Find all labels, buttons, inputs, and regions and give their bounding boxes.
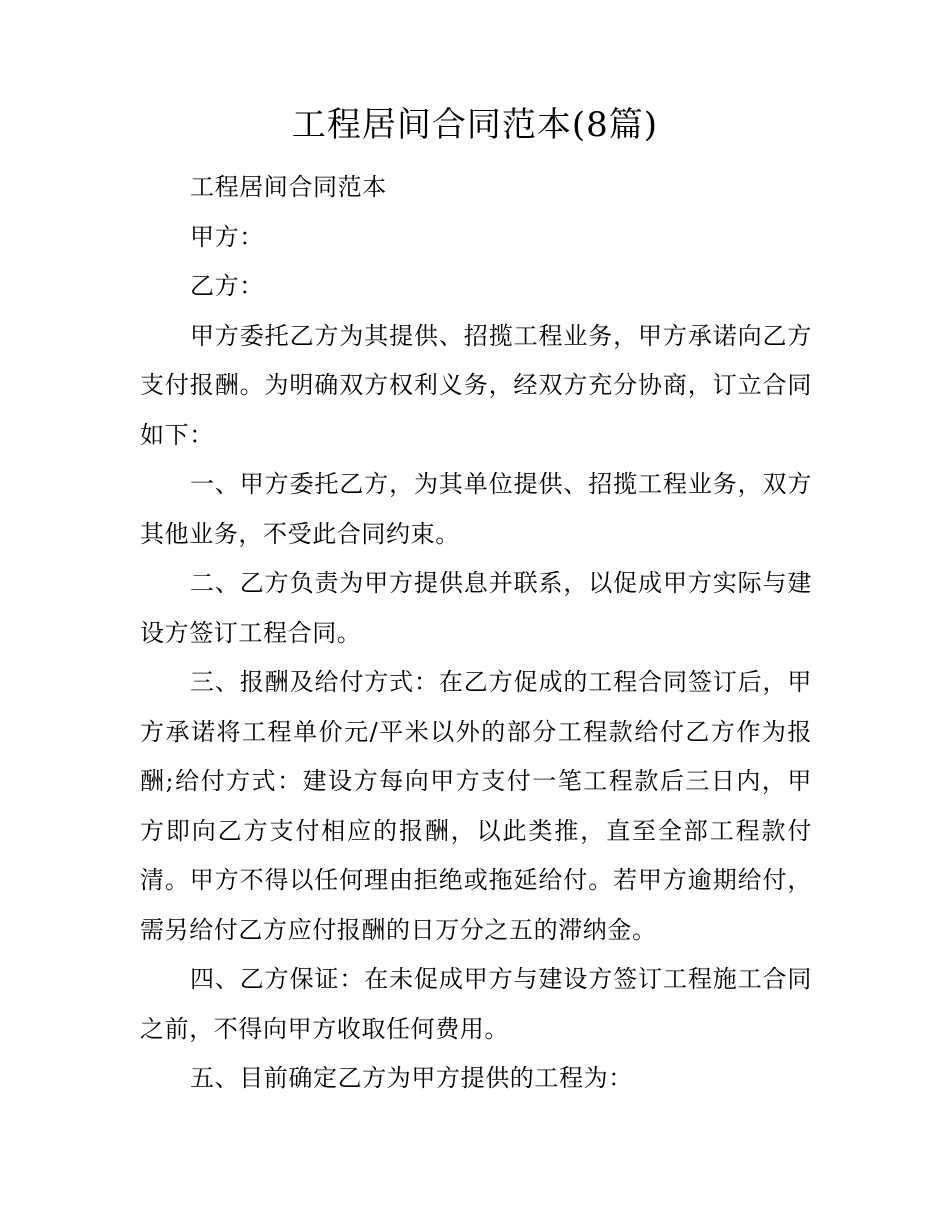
paragraph-clause-3: 三、报酬及给付方式：在乙方促成的工程合同签订后，甲方承诺将工程单价元/平米以外的部分工程款给付乙方作为报酬;给付方式：建设方每向甲方支付一笔工程款后三日内，甲方即向乙方支付相应的报酬，以此类推，直至全部工程款付清。甲方不得以任何理由拒绝或拖延给付。若甲方逾期给付，需另给付乙方应付报酬的日万分之五的滞纳金。 [140, 668, 812, 944]
paragraph-party-b: 乙方： [190, 272, 264, 300]
paragraph-party-a: 甲方： [190, 222, 264, 251]
paragraph-heading: 工程居间合同范本 [190, 173, 387, 201]
paragraph-clause-2: 二、乙方负责为甲方提供息并联系，以促成甲方实际与建设方签订工程合同。 [140, 569, 812, 647]
document-body [140, 163, 812, 1104]
paragraph-preamble: 甲方委托乙方为其提供、招揽工程业务，甲方承诺向乙方支付报酬。为明确双方权利义务，经双方充分协商，订立合同如下： [140, 321, 812, 449]
document-title: 工程居间合同范本(8篇) [291, 105, 659, 145]
paragraph-clause-5: 五、目前确定乙方为甲方提供的工程为： [190, 1064, 633, 1092]
paragraph-clause-4: 四、乙方保证：在未促成甲方与建设方签订工程施工合同之前，不得向甲方收取任何费用。 [140, 965, 812, 1043]
paragraph-clause-1: 一、甲方委托乙方，为其单位提供、招揽工程业务，双方其他业务，不受此合同约束。 [140, 470, 812, 548]
